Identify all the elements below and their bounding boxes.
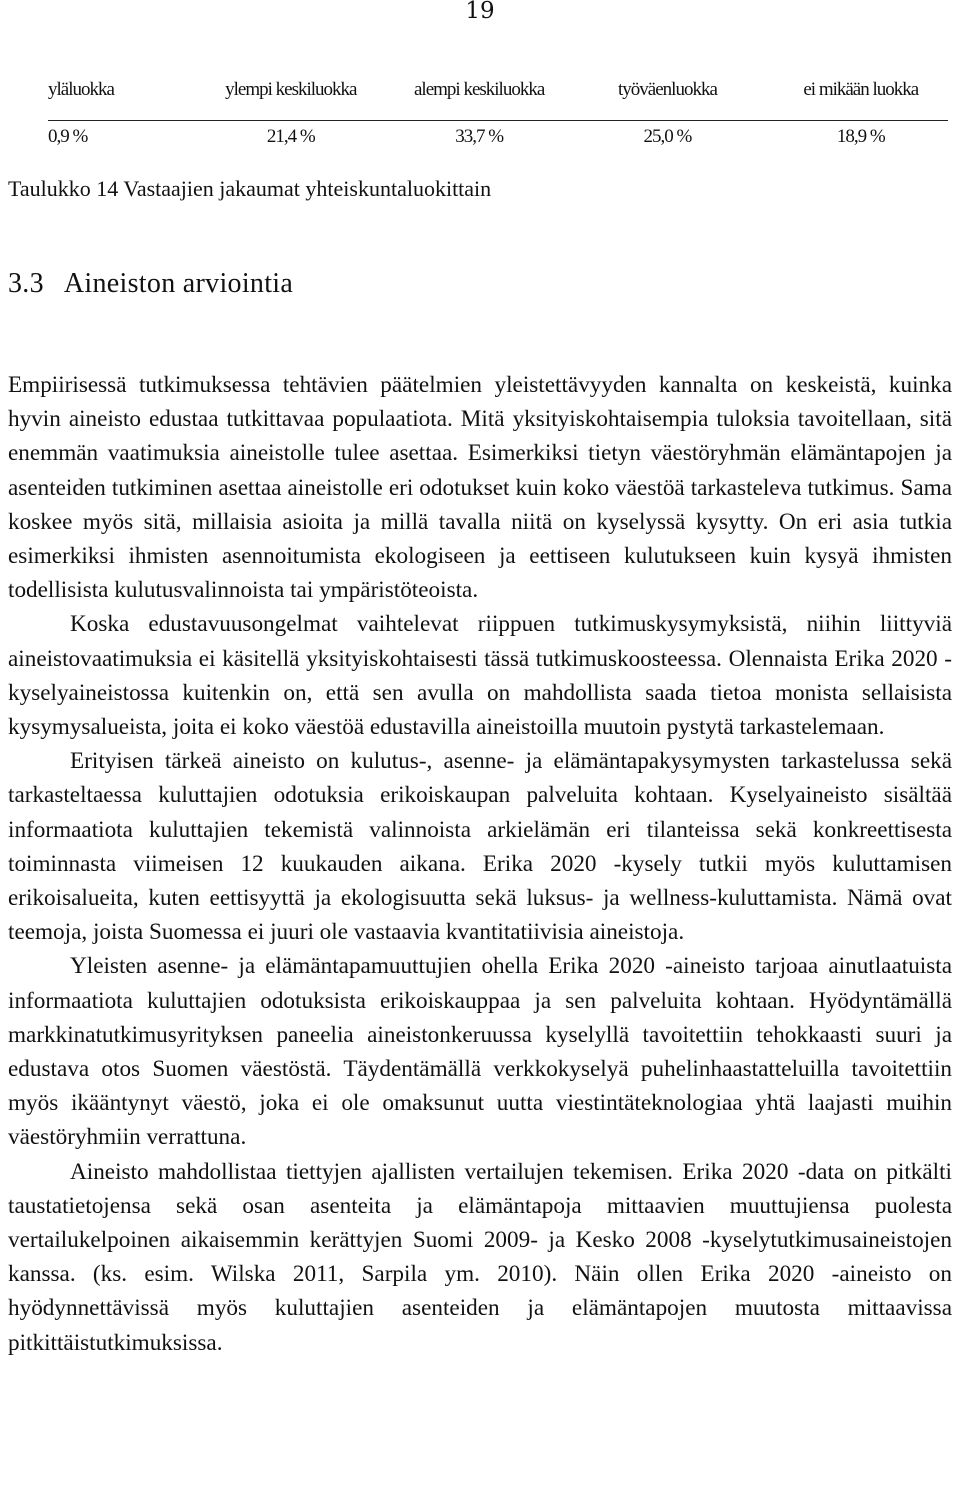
page-number: 19 [465, 0, 495, 24]
table-header-row [8, 58, 952, 120]
section-title: Aineiston arviointia [63, 268, 294, 299]
section-heading [8, 268, 293, 300]
class-distribution-table [8, 58, 952, 151]
body-text [8, 368, 952, 1360]
table-header-cell: ylempi keskiluokka [225, 78, 357, 100]
paragraph: Koska edustavuusongelmat vaihtelevat riippuen tutkimuskysymyksistä, niihin liittyviä aineistovaatimuksia ei käsitellä yksityiskohtaisesti tässä tutkimuskoosteessa. Olennaista Erika 2020 -kyselyaineistossa kuitenkin on, että sen avulla on mahdollista saada tietoa monista sellaisista kysymysalueista, joita ei koko väestöä edustavilla aineistoilla muutoin pystytä tarkastelemaan. [8, 611, 952, 741]
table-caption: Taulukko 14 Vastaajien jakaumat yhteiskuntaluokittain [8, 176, 492, 201]
table-cell: 21,4 % [266, 125, 315, 147]
paragraph: Empiirisessä tutkimuksessa tehtävien päätelmien yleistettävyyden kannalta on keskeistä, kuinka hyvin aineisto edustaa tutkittavaa populaatiota. Mitä yksityiskohtaisempia tuloksia tavoitellaan, sitä enemmän vaatimuksia aineistolle tulee asettaa. Esimerkiksi tietyn väestöryhmän elämäntapojen ja asenteiden tutkiminen asettaa aineistolle eri odotukset kuin koko väestöä tarkasteleva tutkimus. Sama koskee myös sitä, millaisia asioita ja millä tavalla niitä on kyselyssä kysytty. On eri asia tutkia esimerkiksi ihmisten asennoitumista ekologiseen ja eettiseen kulutukseen kuin kysyä ihmisten todellisista kulutusvalinnoista tai ympäristöteoista. [8, 372, 952, 604]
table-cell: 33,7 % [455, 125, 504, 147]
table-header-cell: alempi keskiluokka [414, 78, 545, 100]
table-cell: 0,9 % [48, 125, 88, 147]
section-number: 3.3 [8, 268, 44, 299]
paragraph: Yleisten asenne- ja elämäntapamuuttujien ohella Erika 2020 -aineisto tarjoaa ainutlaatuista informaatiota kuluttajien odotuksista erikoiskauppaa ja sen palveluita kohtaan. Hyödyntämällä markkinatutkimusyrityksen paneelia aineistonkeruussa kyselyllä tavoitettiin tehokkaasti suuri ja edustava otos Suomen väestöstä. Täydentämällä verkkokyselyä puhelinhaastatteluilla tavoitettiin myös ikääntynyt väestö, joka ei ole omaksunut uutta viestintäteknologiaa yhtä laajasti muihin väestöryhmiin verrattuna. [8, 953, 952, 1151]
paragraph: Erityisen tärkeä aineisto on kulutus-, asenne- ja elämäntapakysymysten tarkastelussa sekä tarkasteltaessa kuluttajien odotuksia erikoiskaupan palveluita kohtaan. Kyselyaineisto sisältää informaatiota kuluttajien tekemistä valinnoista arkielämän eri tilanteissa sekä konkreettisesta toiminnasta viimeisen 12 kuukauden aikana. Erika 2020 -kysely tutkii myös kuluttamisen erikoisalueita, kuten eettisyyttä ja ekologisuutta sekä luksus- ja wellness-kuluttamista. Nämä ovat teemoja, joista Suomessa ei juuri ole vastaavia kvantitatiivisia aineistoja. [8, 748, 952, 946]
table-header-cell: työväenluokka [618, 78, 717, 100]
table-header-cell: yläluokka [48, 78, 114, 100]
paragraph: Aineisto mahdollistaa tiettyjen ajallisten vertailujen tekemisen. Erika 2020 -data on pitkälti taustatietojensa sekä osan asenteita ja elämäntapoja mittaavien muuttujiensa puolesta vertailukelpoinen aikaisemmin kerättyjen Suomi 2009- ja Kesko 2008 -kyselytutkimusaineistojen kanssa. (ks. esim. Wilska 2011, Sarpila ym. 2010). Näin ollen Erika 2020 -aineisto on hyödynnettävissä myös kuluttajien asenteiden ja elämäntapojen muutosta mittaavissa pitkittäistutkimuksissa. [8, 1158, 952, 1356]
table-row [8, 121, 952, 151]
table-cell: 18,9 % [836, 125, 885, 147]
table-cell: 25,0 % [643, 125, 692, 147]
table-header-cell: ei mikään luokka [803, 78, 919, 100]
